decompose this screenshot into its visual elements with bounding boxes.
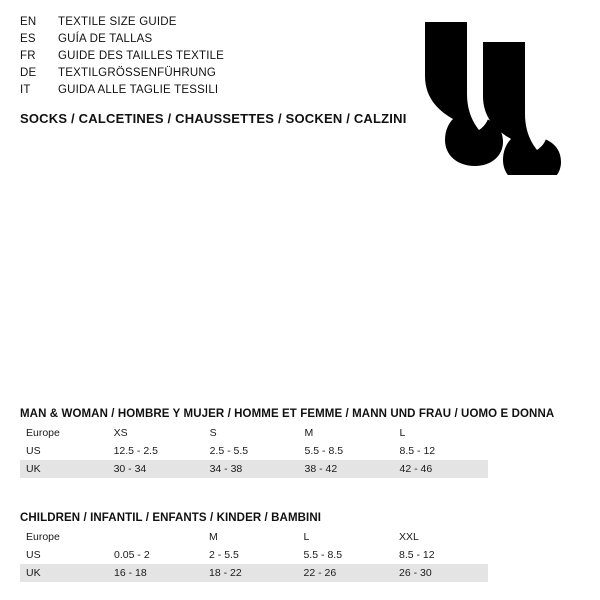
cell-value: 18 - 22 bbox=[203, 564, 297, 582]
man-woman-size-table bbox=[20, 424, 488, 478]
table-row bbox=[20, 460, 488, 478]
table-row bbox=[20, 546, 488, 564]
product-title: SOCKS / CALCETINES / CHAUSSETTES / SOCKEN / CALZINI bbox=[20, 111, 407, 126]
column-header: XXL bbox=[399, 531, 419, 543]
column-header: XS bbox=[113, 427, 128, 439]
row-label: US bbox=[20, 546, 108, 564]
children-size-section bbox=[20, 512, 580, 582]
children-size-table bbox=[20, 528, 488, 582]
column-header: M bbox=[304, 427, 314, 439]
table-header-row bbox=[20, 528, 488, 546]
cell-value: 2.5 - 5.5 bbox=[204, 442, 299, 460]
cell-value: 16 - 18 bbox=[108, 564, 203, 582]
column-header: Europe bbox=[26, 427, 60, 439]
man-woman-size-section bbox=[20, 408, 580, 478]
language-text: GUÍA DE TALLAS bbox=[58, 33, 153, 45]
language-code: FR bbox=[20, 50, 36, 62]
row-label: US bbox=[20, 442, 108, 460]
column-header bbox=[108, 528, 203, 546]
cell-value: 42 - 46 bbox=[394, 460, 488, 478]
column-header: L bbox=[303, 531, 310, 543]
language-row bbox=[20, 33, 380, 50]
cell-value: 22 - 26 bbox=[298, 564, 393, 582]
column-header: Europe bbox=[26, 531, 60, 543]
table-row bbox=[20, 442, 488, 460]
language-text: GUIDE DES TAILLES TEXTILE bbox=[58, 50, 225, 62]
language-row bbox=[20, 16, 380, 33]
socks-pair-icon bbox=[405, 20, 565, 175]
language-text: TEXTILGRÖSSENFÜHRUNG bbox=[58, 67, 216, 79]
cell-value: 5.5 - 8.5 bbox=[298, 546, 393, 564]
language-row bbox=[20, 84, 380, 101]
column-header: L bbox=[399, 427, 406, 439]
language-text: TEXTILE SIZE GUIDE bbox=[58, 16, 177, 28]
language-code: IT bbox=[20, 84, 31, 96]
cell-value: 30 - 34 bbox=[108, 460, 204, 478]
language-text: GUIDA ALLE TAGLIE TESSILI bbox=[58, 84, 219, 96]
cell-value: 8.5 - 12 bbox=[394, 442, 488, 460]
row-label: UK bbox=[20, 564, 108, 582]
language-code: EN bbox=[20, 16, 37, 28]
cell-value: 34 - 38 bbox=[204, 460, 299, 478]
language-code: DE bbox=[20, 67, 37, 79]
language-list bbox=[20, 16, 380, 101]
language-row bbox=[20, 67, 380, 84]
cell-value: 5.5 - 8.5 bbox=[299, 442, 394, 460]
cell-value: 2 - 5.5 bbox=[203, 546, 297, 564]
cell-value: 38 - 42 bbox=[299, 460, 394, 478]
cell-value: 12.5 - 2.5 bbox=[108, 442, 204, 460]
language-code: ES bbox=[20, 33, 36, 45]
table-caption: MAN & WOMAN / HOMBRE Y MUJER / HOMME ET FEMME / MANN UND FRAU / UOMO E DONNA bbox=[20, 408, 555, 420]
column-header: M bbox=[209, 531, 218, 543]
language-row bbox=[20, 50, 380, 67]
cell-value: 26 - 30 bbox=[393, 564, 488, 582]
table-header-row bbox=[20, 424, 488, 442]
row-label: UK bbox=[20, 460, 108, 478]
column-header: S bbox=[209, 427, 217, 439]
table-row bbox=[20, 564, 488, 582]
cell-value: 0.05 - 2 bbox=[108, 546, 203, 564]
table-caption: CHILDREN / INFANTIL / ENFANTS / KINDER / BAMBINI bbox=[20, 512, 322, 524]
cell-value: 8.5 - 12 bbox=[393, 546, 488, 564]
